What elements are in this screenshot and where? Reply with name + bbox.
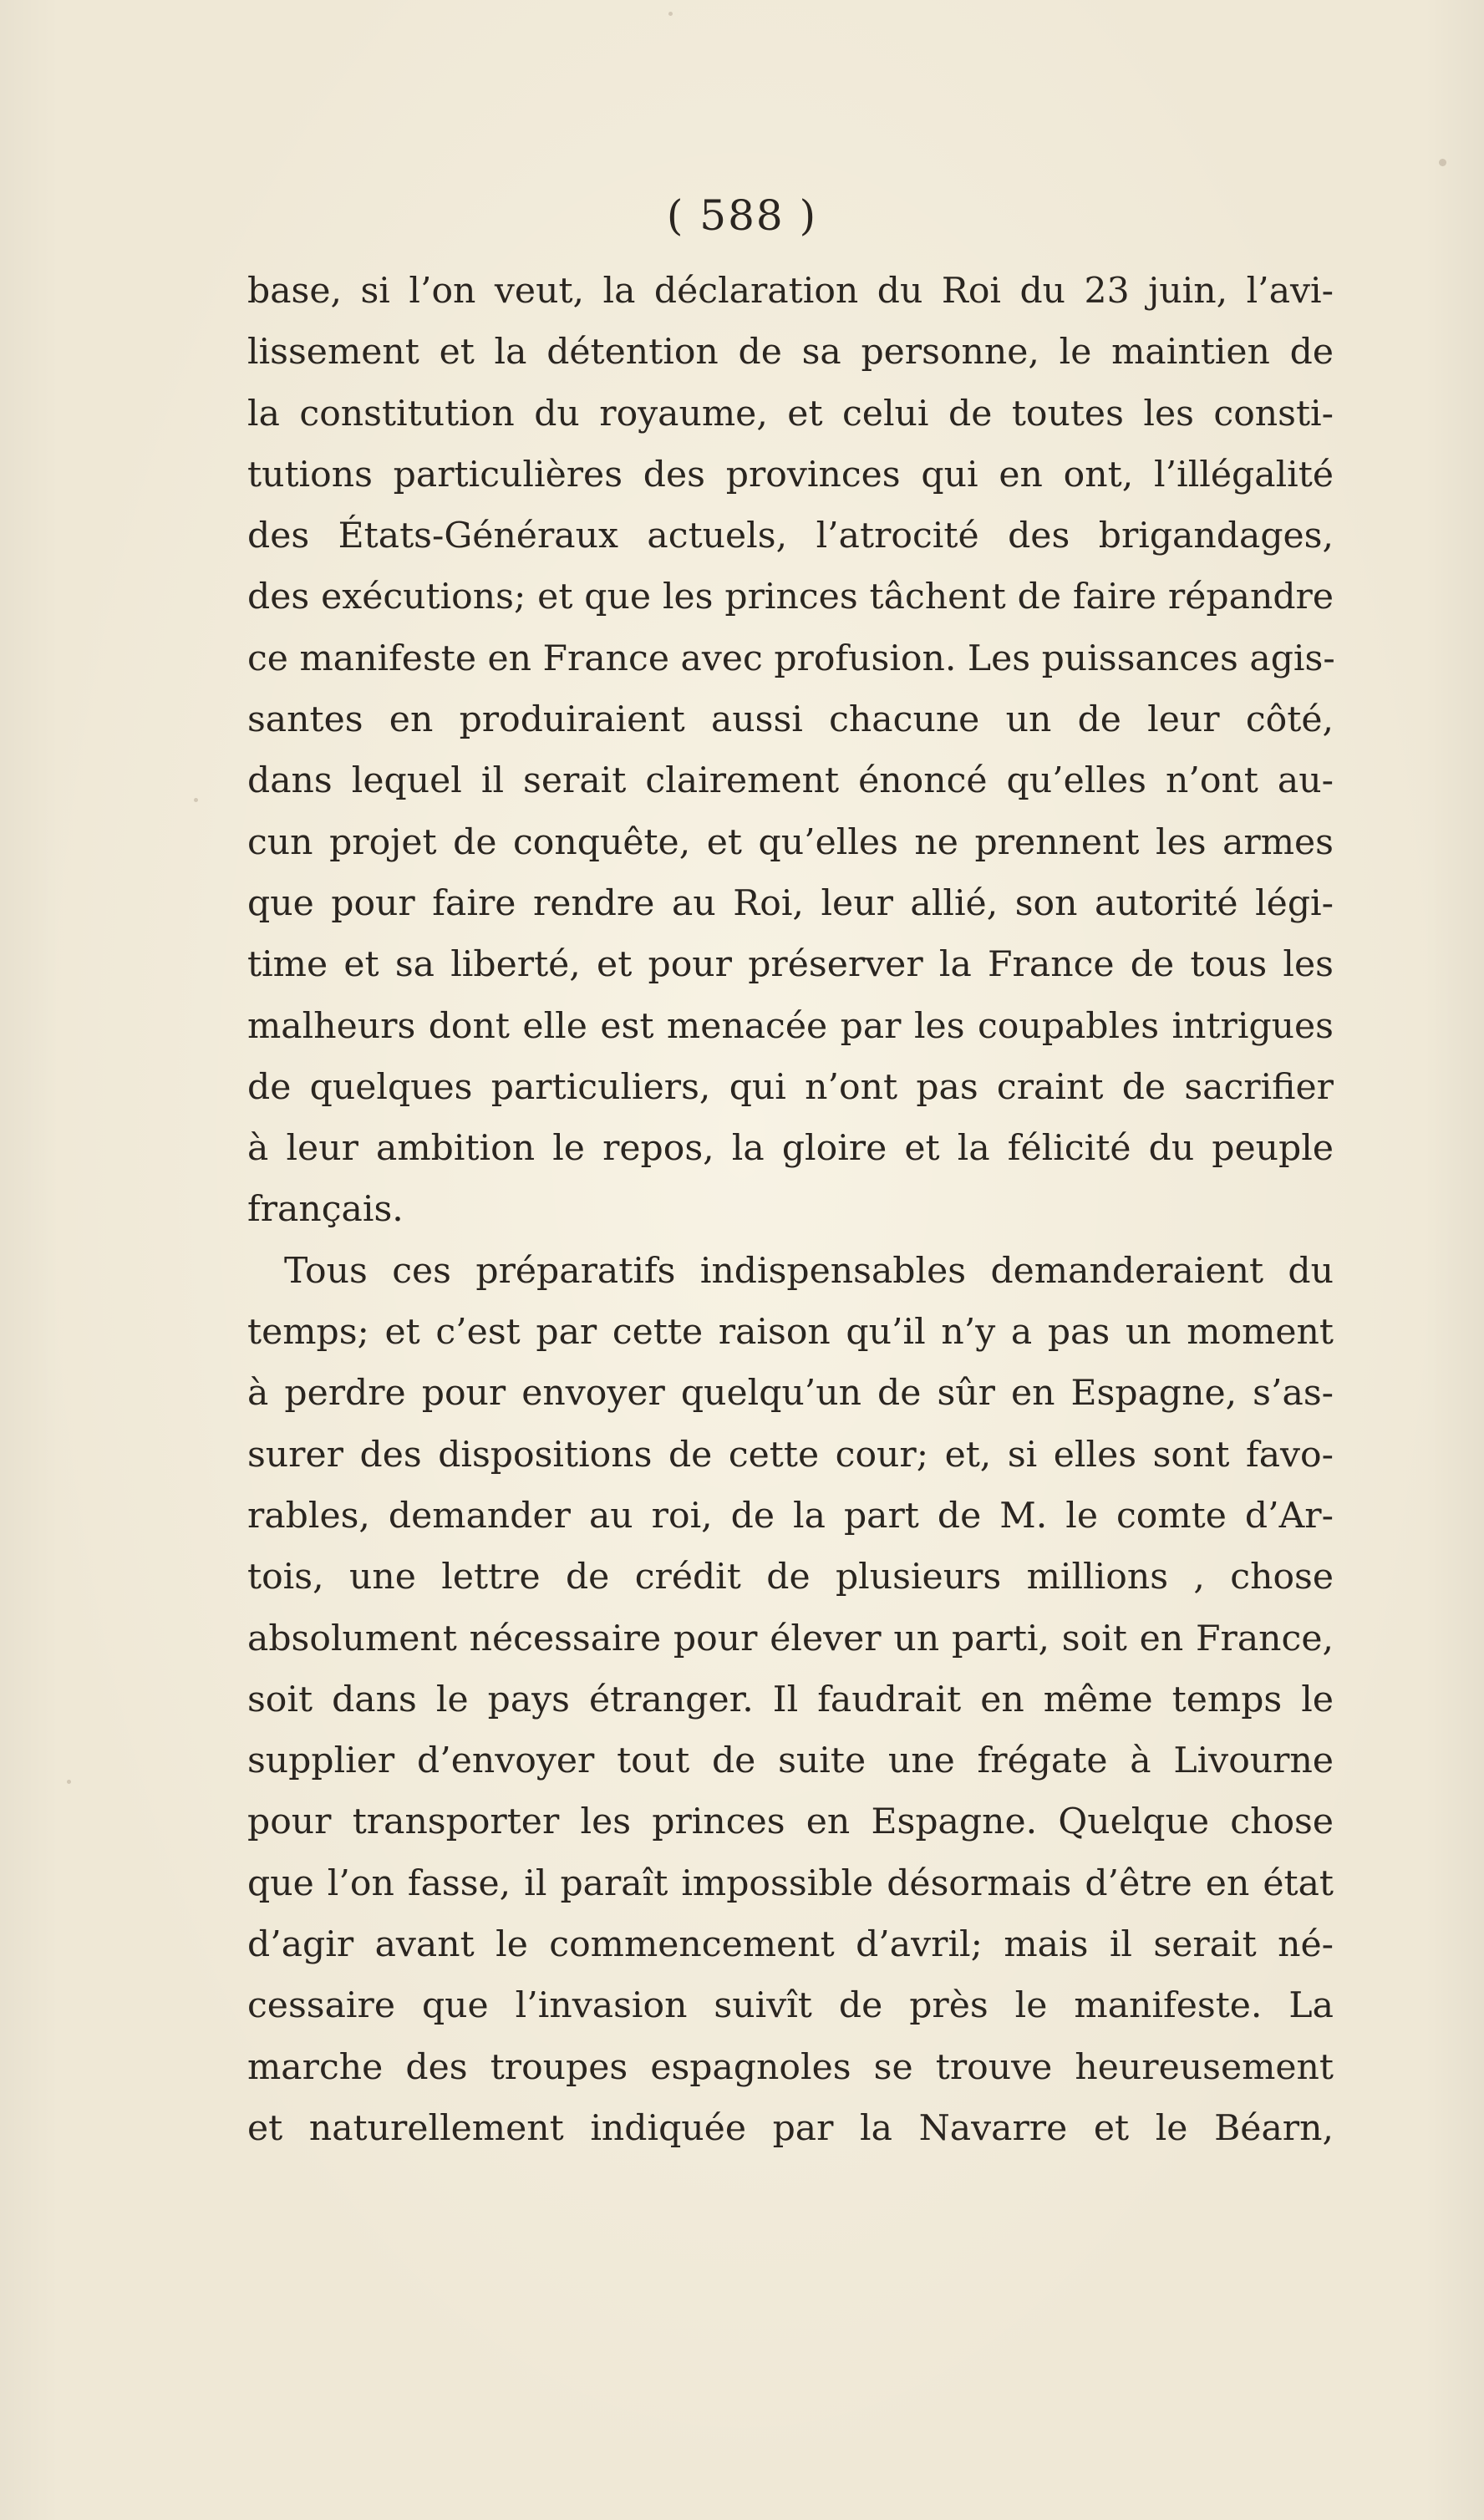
text-line: cun projet de conquête, et qu’elles ne prennent les armes	[247, 821, 1334, 863]
text-line: marche des troupes espagnoles se trouve heureusement	[247, 2046, 1334, 2088]
paper-speck	[1439, 159, 1446, 166]
text-line: cessaire que l’invasion suivît de près le manifeste. La	[247, 1985, 1334, 2027]
text-line: pour transporter les princes en Espagne. Quelque chose	[247, 1801, 1334, 1843]
text-line: que l’on fasse, il paraît impossible désormais d’être en état	[247, 1862, 1334, 1904]
text-line: tois, une lettre de crédit de plusieurs millions , chose	[247, 1557, 1334, 1598]
text-line: que pour faire rendre au Roi, leur allié, son autorité légi-	[247, 882, 1334, 924]
page-number: ( 588 )	[666, 191, 818, 240]
text-line: des exécutions; et que les princes tâchent de faire répandre	[247, 577, 1334, 618]
text-line: base, si l’on veut, la déclaration du Roi du 23 juin, l’avi-	[247, 271, 1334, 312]
text-line: des États-Généraux actuels, l’atrocité des brigandages,	[247, 516, 1334, 557]
text-line: et naturellement indiquée par la Navarre et le Béarn,	[247, 2107, 1334, 2149]
paper-speck	[194, 798, 198, 802]
text-line: tutions particulières des provinces qui en ont, l’illégalité	[247, 454, 1334, 495]
text-line: rables, demander au roi, de la part de M. le comte d’Ar-	[247, 1495, 1334, 1537]
text-line: ce manifeste en France avec profusion. Les puissances agis-	[247, 638, 1335, 679]
text-line: santes en produiraient aussi chacune un de leur côté,	[247, 699, 1334, 741]
paragraph-1	[247, 261, 1334, 1241]
text-line: lissement et la détention de sa personne, le maintien de	[247, 332, 1334, 373]
body-text	[247, 261, 1334, 2159]
text-line: de quelques particuliers, qui n’ont pas craint de sacrifier	[247, 1066, 1334, 1108]
text-line: malheurs dont elle est menacée par les coupables intrigues	[247, 1005, 1334, 1047]
paper-speck	[668, 12, 673, 16]
text-line: absolument nécessaire pour élever un parti, soit en France,	[247, 1618, 1334, 1659]
text-line: français.	[247, 1189, 404, 1231]
text-line: supplier d’envoyer tout de suite une frégate à Livourne	[247, 1740, 1334, 1782]
text-line: Tous ces préparatifs indispensables demanderaient du	[284, 1250, 1334, 1292]
text-line: time et sa liberté, et pour préserver la France de tous les	[247, 944, 1334, 986]
text-line: soit dans le pays étranger. Il faudrait en même temps le	[247, 1679, 1334, 1720]
text-line: d’agir avant le commencement d’avril; mais il serait né-	[247, 1924, 1334, 1966]
text-line: dans lequel il serait clairement énoncé qu’elles n’ont au-	[247, 760, 1334, 802]
text-line: la constitution du royaume, et celui de toutes les consti-	[247, 393, 1334, 434]
paragraph-2	[247, 1241, 1334, 2159]
text-line: à leur ambition le repos, la gloire et la félicité du peuple	[247, 1128, 1334, 1170]
text-line: temps; et c’est par cette raison qu’il n’y a pas un moment	[247, 1312, 1334, 1354]
paper-speck	[67, 1780, 71, 1784]
text-line: à perdre pour envoyer quelqu’un de sûr en Espagne, s’as-	[247, 1373, 1334, 1415]
text-line: surer des dispositions de cette cour; et, si elles sont favo-	[247, 1434, 1334, 1476]
